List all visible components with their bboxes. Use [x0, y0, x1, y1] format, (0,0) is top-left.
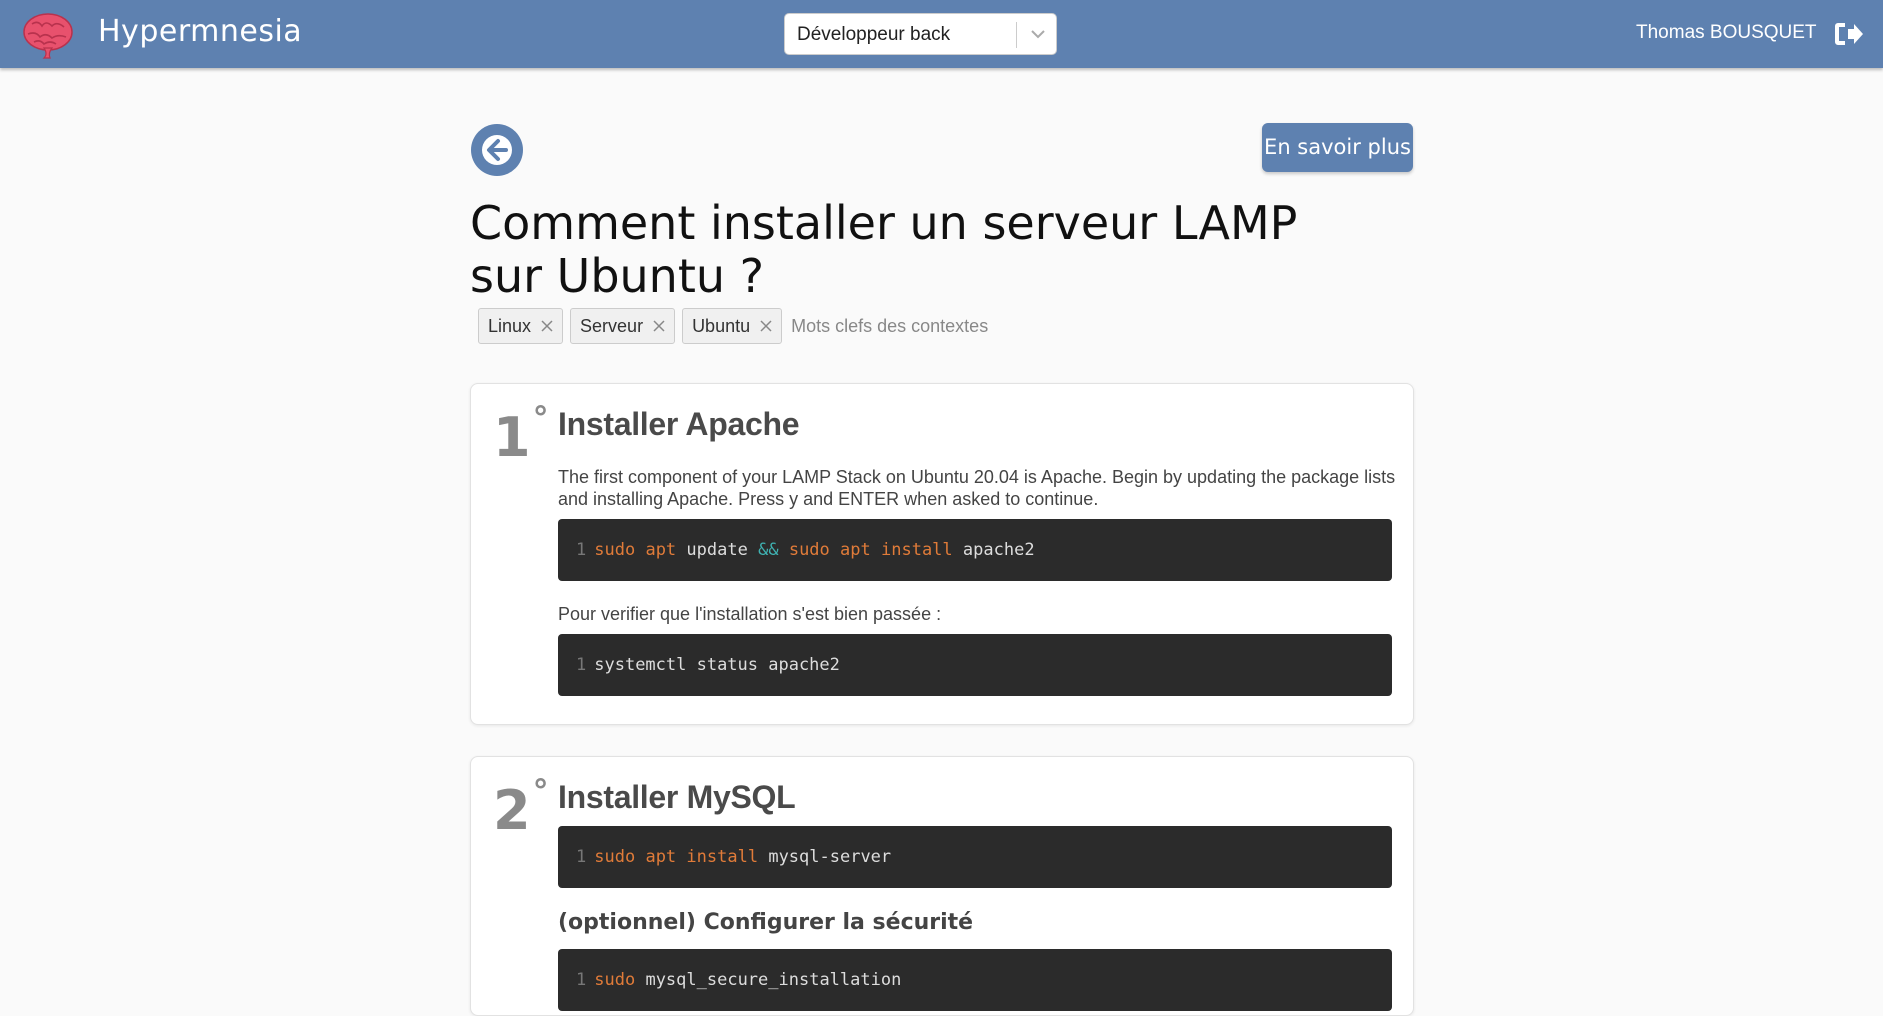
profile-select-value: Développeur back	[797, 24, 951, 45]
tag-label: Linux	[488, 315, 532, 336]
brain-icon[interactable]	[22, 10, 74, 58]
step-card	[470, 756, 1414, 1016]
step-number: 1°	[493, 399, 549, 469]
logout-icon[interactable]	[1834, 21, 1864, 47]
back-button[interactable]	[471, 124, 523, 176]
close-icon[interactable]	[541, 320, 553, 332]
close-icon[interactable]	[760, 320, 772, 332]
step-number: 2°	[493, 772, 549, 842]
step-title: Installer Apache	[558, 406, 800, 442]
line-number: 1	[576, 655, 587, 675]
top-navbar	[0, 0, 1883, 68]
step-description: The first component of your LAMP Stack on Ubuntu 20.04 is Apache. Begin by updating the package lists and installing Apache. Press y and ENTER when asked to continue.	[558, 467, 1396, 509]
line-number: 1	[576, 847, 587, 867]
line-number: 1	[576, 970, 587, 990]
select-separator	[1016, 22, 1017, 48]
step-title: Installer MySQL	[558, 779, 796, 815]
tag-keywords-input[interactable]	[791, 316, 1031, 337]
code-block[interactable]: 1 sudo apt update && sudo apt install apache2	[558, 519, 1392, 581]
code-block[interactable]: 1 systemctl status apache2	[558, 634, 1392, 696]
tag-chip	[682, 308, 782, 344]
step-subheading: (optionnel) Configurer la sécurité	[558, 910, 974, 935]
code-block[interactable]: 1 sudo mysql_secure_installation	[558, 949, 1392, 1011]
tag-label: Serveur	[580, 315, 644, 336]
code-block[interactable]: 1 sudo apt install mysql-server	[558, 826, 1392, 888]
arrow-left-icon	[480, 133, 514, 167]
learn-more-button[interactable]: En savoir plus	[1262, 123, 1413, 172]
tag-label: Ubuntu	[692, 315, 751, 336]
user-name: Thomas BOUSQUET	[1636, 22, 1817, 43]
tag-input-field[interactable]	[478, 308, 1031, 344]
app-title: Hypermnesia	[98, 14, 303, 49]
step-note: Pour verifier que l'installation s'est bien passée :	[558, 604, 942, 624]
line-number: 1	[576, 540, 587, 560]
profile-select[interactable]	[784, 13, 1057, 55]
tag-chip	[478, 308, 563, 344]
close-icon[interactable]	[653, 320, 665, 332]
chevron-down-icon[interactable]	[1029, 25, 1047, 43]
page-title: Comment installer un serveur LAMP sur Ubuntu ?	[470, 196, 1298, 303]
step-card	[470, 383, 1414, 725]
tag-chip	[570, 308, 675, 344]
